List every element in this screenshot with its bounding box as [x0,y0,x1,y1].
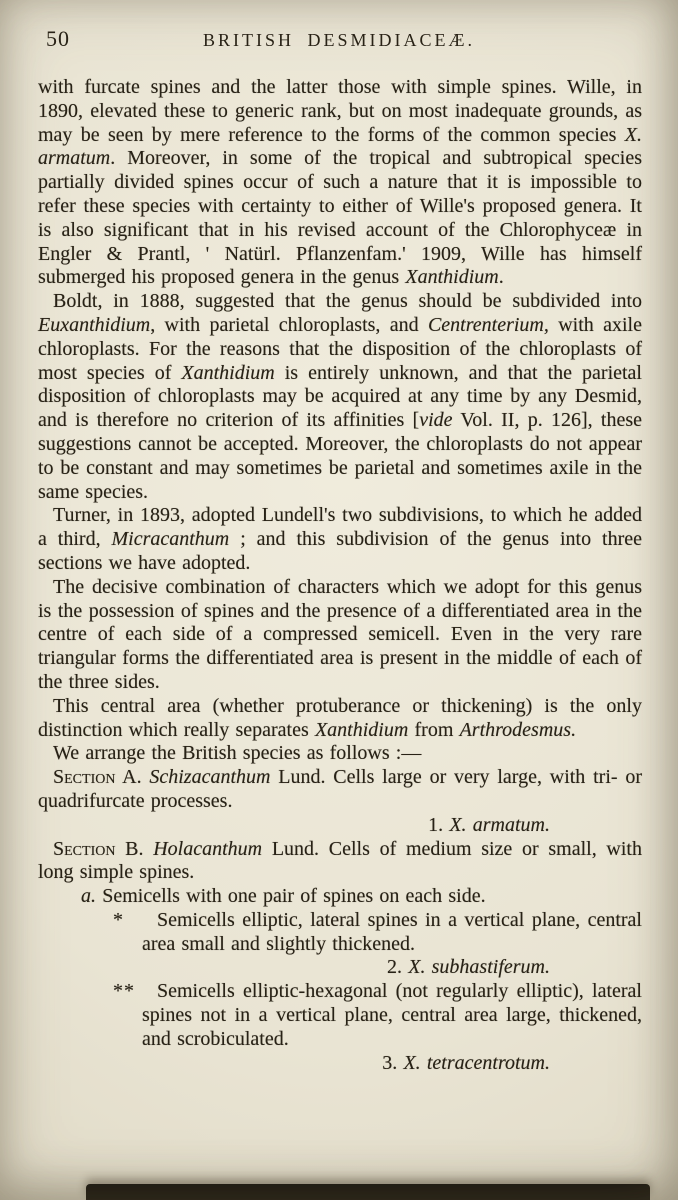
paragraph-decisive-characters: The decisive combination of characters which we adopt for this genus is the possession of spines and the presence of a differentiated area in the centre of each side of a compressed semicell. Even in the very rare triangular forms the differentiated area is present in the middle of each of the three sides. [38,575,642,693]
species-reference-2: 2. X. subhastiferum. [387,956,550,979]
star-item-2 [38,980,642,1051]
running-title: BRITISH DESMIDIACEÆ. [202,30,475,50]
scan-bottom-edge-shadow [86,1184,650,1200]
paragraph-turner: Turner, in 1893, adopted Lundell's two subdivisions, to which he added a third, Micracanthum ; and this subdivision of the genus into three sections we have adopted. [38,504,642,574]
section-b-heading: Section B. Holacanthum Lund. Cells of medium size or small, with long simple spines. [38,837,642,884]
asterisk-marker: * [113,908,124,931]
species-reference-1: 1. X. armatum. [428,813,550,836]
paragraph-arrangement-intro: We arrange the British species as follows :— [53,742,422,765]
paragraph-boldt: Boldt, in 1888, suggested that the genus should be subdivided into Euxanthidium, with parietal chloroplasts, and Centrenterium, with axile chloroplasts. For the reasons that the disposition of the chloroplasts of most species of Xanthidium is entirely unknown, and that the parietal disposition of chloroplasts may be acquired at any time by any Desmid, and is therefore no criterion of its affinities [vide Vol. II, p. 126], these suggestions cannot be accepted. Moreover, the chloroplasts do not appear to be constant and may sometimes be parietal and sometimes axile in the same species. [38,290,643,503]
star-item-2-text: Semicells elliptic-hexagonal (not regularly elliptic), lateral spines not in a vertical plane, central area large, thickened, and scrobiculated. [142,980,642,1050]
star-item-1 [38,909,642,957]
double-asterisk-marker: ** [113,980,135,1003]
text-block [0,52,678,1075]
star-item-1-text: Semicells elliptic, lateral spines in a vertical plane, central area small and slightly thickened. [142,908,642,955]
list-item-a: a. Semicells with one pair of spines on each side. [81,885,486,908]
section-a-heading: Section A. Schizacanthum Lund. Cells large or very large, with tri- or quadrifurcate processes. [38,766,642,812]
species-reference-3: 3. X. tetracentrotum. [382,1051,550,1074]
paragraph-wille: with furcate spines and the latter those with simple spines. Wille, in 1890, elevated these to generic rank, but on most inadequate grounds, as may be seen by mere reference to the forms of the common species X. armatum. Moreover, in some of the tropical and subtropical species partially divided spines occur of such a nature that it is impossible to refer these species with certainty to either of Wille's proposed genera. It is also significant that in his revised account of the Chlorophyceæ in Engler & Prantl, ' Natürl. Pflanzenfam.' 1909, Wille has himself submerged his proposed genera in the genus Xanthidium. [38,76,642,289]
page-header [0,0,678,52]
page-number: 50 [46,26,70,51]
paragraph-central-area: This central area (whether protuberance or thickening) is the only distinction which really separates Xanthidium from Arthrodesmus. [38,694,642,741]
